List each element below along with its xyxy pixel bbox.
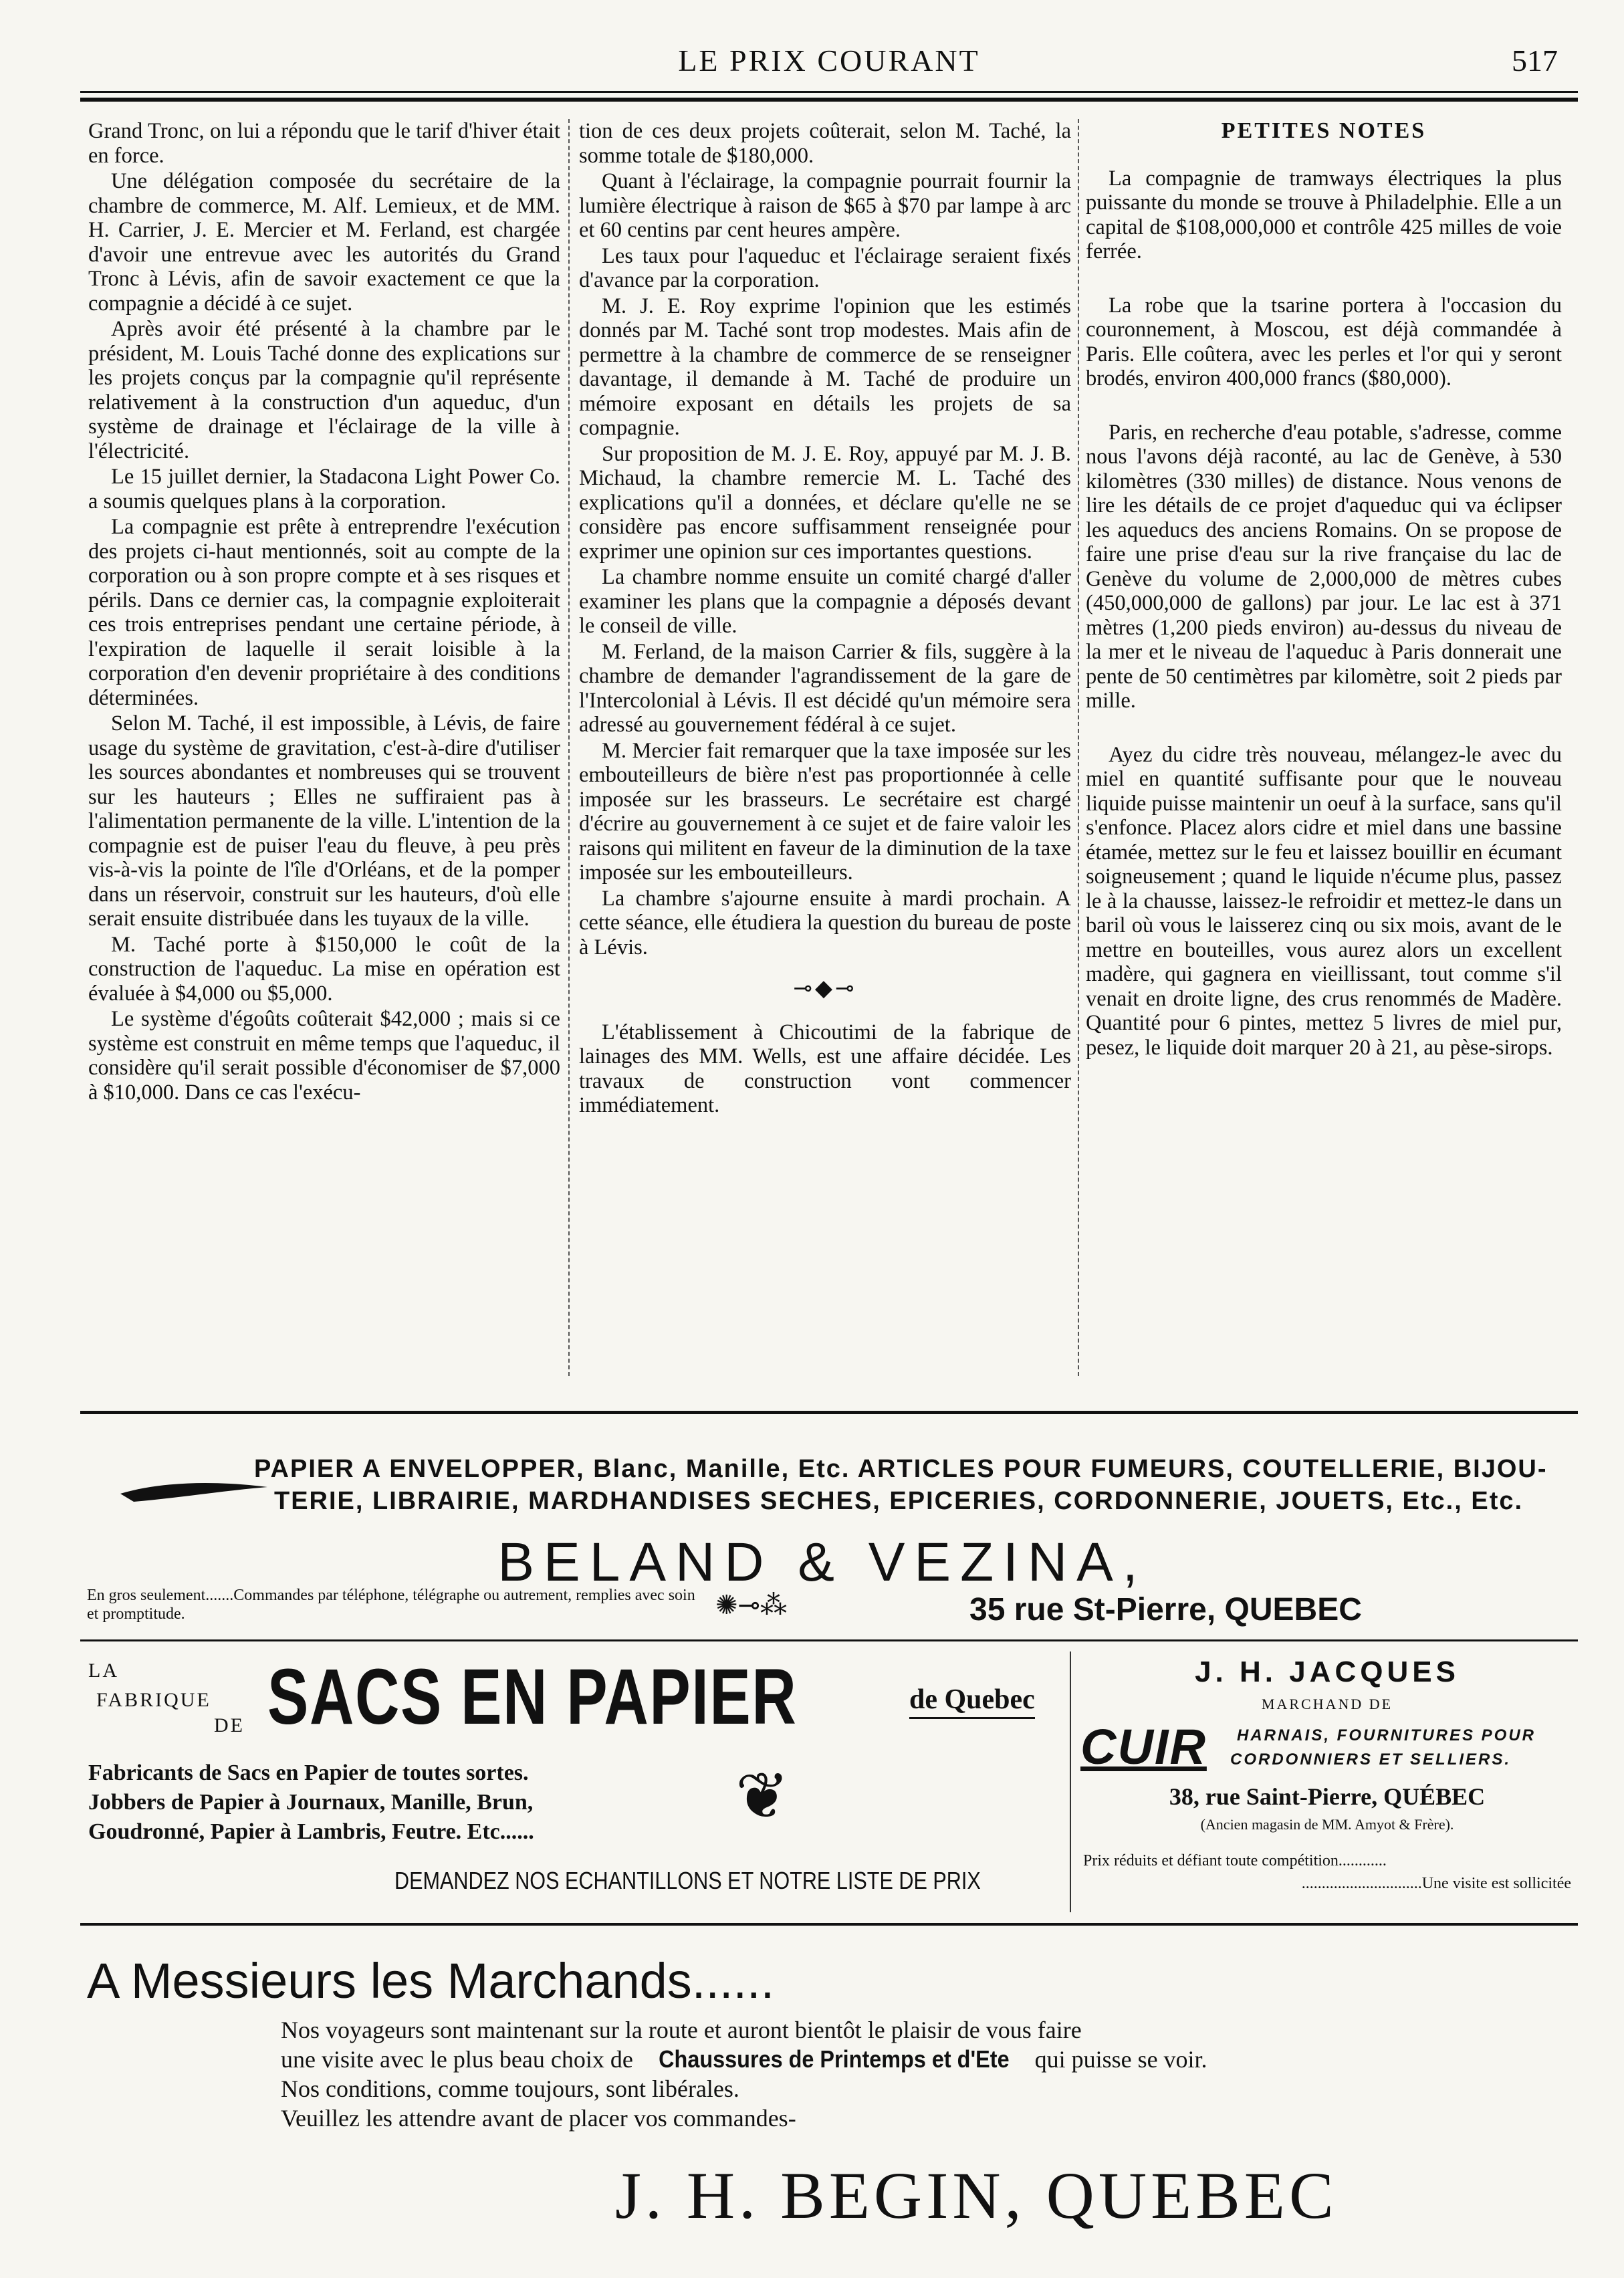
column-divider bbox=[568, 119, 570, 1376]
article-paragraph: Sur proposition de M. J. E. Roy, appuyé par M. J. B. Michaud, la chambre remercie M. L. Taché des explications qu'il a données, et déclare qu'elle ne se considère pas encore suffisamment renseignée pour exprimer une opinion sur ces importantes questions. bbox=[579, 441, 1071, 564]
ad-signature: J. H. BEGIN, QUEBEC bbox=[615, 2158, 1338, 2233]
ad-body-line: Nos conditions, comme toujours, sont libérales. bbox=[281, 2075, 739, 2102]
ad-body-text: une visite avec le plus beau choix de bbox=[281, 2046, 639, 2073]
note-paragraph: Paris, en recherche d'eau potable, s'adresse, comme nous l'avons déjà raconté, au lac de Genève, à 530 kilomètres (330 milles) de distance. Nous venons de lire les détails de ce projet d'aqueduc qui va éclipser les aqueducs des anciens Romains. On se propose de faire une prise d'eau sur la rive française du lac de Genève du volume de 2,000,000 de mètres cubes (450,000,000 de gallons) par jour. Le lac est à 371 mètres (1,200 pieds environ) au-dessus du niveau de la mer et le niveau de l'aqueduc à Paris donnerait une pente de 50 centimètres par kilomètre, soit 2 pieds par mille. bbox=[1086, 420, 1562, 713]
ad-product-highlight: Chaussures de Printemps et d'Ete bbox=[658, 2045, 1010, 2073]
ad-address: 35 rue St-Pierre, QUEBEC bbox=[969, 1592, 1362, 1627]
ad-fabrique: FABRIQUE bbox=[96, 1689, 211, 1711]
ad-brand-name: BELAND & VEZINA, bbox=[497, 1532, 1147, 1593]
ad-body-line bbox=[281, 2045, 1417, 2074]
note-paragraph: La robe que la tsarine portera à l'occasion du couronnement, à Moscou, est déjà commandée à Paris. Elle coûtera, avec les perles et l'or qui y seront brodés, environ 400,000 francs ($80,000). bbox=[1086, 293, 1562, 390]
ads-separator-rule bbox=[80, 1411, 1578, 1414]
ad-products-line-2: TERIE, LIBRAIRIE, MARDHANDISES SECHES, EPICERIES, CORDONNERIE, JOUETS, Etc., Etc. bbox=[274, 1487, 1524, 1515]
ad-cordonniers: CORDONNIERS ET SELLIERS. bbox=[1230, 1750, 1512, 1769]
swoosh-ornament-icon bbox=[120, 1478, 267, 1504]
ad-body-line: Nos voyageurs sont maintenant sur la route et auront bientôt le plaisir de vous faire bbox=[281, 2017, 1082, 2043]
article-paragraph: Après avoir été présenté à la chambre par le président, M. Louis Taché donne des explications sur les projets conçus par la compagnie qu'il représente relativement à la construction d'un aqueduc, d'un système de drainage et l'éclairage de la ville à l'électricité. bbox=[88, 317, 560, 463]
header-rule-bottom bbox=[80, 98, 1578, 102]
article-paragraph: Selon M. Taché, il est impossible, à Lévis, de faire usage du système de gravitation, c'est-à-dire d'utiliser les sources abondantes et nombreuses qui se trouvent sur les hauteurs ; Elles ne suffiraient pas à l'alimentation permanente de la ville. L'intention de la compagnie est de puiser l'eau du fleuve, à peu près vis-à-vis la pointe de l'île d'Orléans, et de la pomper dans un réservoir, construit sur les hauteurs, d'où elle serait ensuite distribuée dans les tuyaux de la ville. bbox=[88, 711, 560, 931]
article-paragraph: La compagnie est prête à entreprendre l'exécution des projets ci-haut mentionnés, soit au compte de la corporation ou à son propre compte et à ses risques et périls. Dans ce dernier cas, la compagnie exploiterait ces trois entreprises pendant une certaine période, à l'expiration de laquelle il serait loisible à la corporation d'en devenir propriétaire à des conditions déterminées. bbox=[88, 515, 560, 710]
article-paragraph: Le système d'égoûts coûterait $42,000 ; mais si ce système est construit en même temps que l'aqueduc, il considère qu'il serait possible d'économiser de $7,000 à $10,000. Dans ce cas l'exécu- bbox=[88, 1007, 560, 1105]
article-paragraph: Les taux pour l'aqueduc et l'éclairage seraient fixés d'avance par la corporation. bbox=[579, 243, 1071, 292]
note-paragraph: Ayez du cidre très nouveau, mélangez-le avec du miel en quantité suffisante pour que le nouveau liquide puisse maintenir un oeuf à la surface, sans qu'il s'enfonce. Placez alors cidre et miel dans une bassine étamée, mettez sur le feu et laissez bouillir en écumant soigneusement ; quand le liquide n'écume plus, passez le à la chausse, laissez-le refroidir et mettez-le dans un baril où vous le laisserez cinq ou six mois, avant de le mettre en bouteilles, vous aurez alors un excellent madère, qui gagnera en vieillissant, tout comme s'il venait en droite ligne, des crus renommés de Madère. Quantité pour 6 pintes, mettez 5 livres de miel pur, pesez, le liquide doit marquer 20 à 21, au pèse-sirops. bbox=[1086, 742, 1562, 1060]
article-paragraph: tion de ces deux projets coûterait, selon M. Taché, la somme totale de $180,000. bbox=[579, 119, 1071, 168]
ad-wholesale-note: En gros seulement.......Commandes par téléphone, télégraphe ou autrement, remplies avec soin et promptitude. bbox=[87, 1587, 695, 1623]
article-paragraph: Le 15 juillet dernier, la Stadacona Light Power Co. a soumis quelques plans à la corporation. bbox=[88, 465, 560, 514]
flourish-ornament-icon: ✺⊸⁂ bbox=[715, 1590, 788, 1621]
page-header bbox=[87, 39, 1571, 86]
ads-separator-rule-2 bbox=[80, 1639, 1578, 1641]
newspaper-title: LE PRIX COURANT bbox=[678, 43, 980, 78]
ads-separator-rule-3 bbox=[80, 1923, 1578, 1926]
ad-call-to-action: DEMANDEZ NOS ECHANTILLONS ET NOTRE LISTE DE PRIX bbox=[394, 1867, 981, 1894]
article-paragraph: M. Mercier fait remarquer que la taxe imposée sur les embouteilleurs de bière n'est pas proportionnée à celle imposée sur les brasseurs. Le secrétaire est chargé d'écrire au gouvernement à ce sujet et de faire valoir les raisons qui militent en faveur de la diminution de la taxe imposée sur les embouteilleurs. bbox=[579, 738, 1071, 885]
ad-description bbox=[88, 1758, 534, 1847]
ad-former-shop: (Ancien magasin de MM. Amyot & Frère). bbox=[1200, 1816, 1454, 1833]
article-paragraph: La chambre nomme ensuite un comité chargé d'aller examiner les plans que la compagnie a déposés devant le conseil de ville. bbox=[579, 565, 1071, 638]
article-paragraph: M. Ferland, de la maison Carrier & fils, suggère à la chambre de demander l'agrandissement de la gare de l'Intercolonial à Lévis. Il est décidé qu'un mémoire sera adressé au gouvernement fédéral à ce sujet. bbox=[579, 639, 1071, 737]
jacques-ad bbox=[1076, 1651, 1578, 1919]
ad-body-line: Veuillez les attendre avant de placer vos commandes- bbox=[281, 2105, 796, 2132]
article-paragraph: Quant à l'éclairage, la compagnie pourrait fournir la lumière électrique à raison de $65 à $70 par lampe à arc et 60 centins par cent heures ampère. bbox=[579, 169, 1071, 242]
article-paragraph: L'établissement à Chicoutimi de la fabrique de lainages des MM. Wells, est une affaire décidée. Les travaux de construction vont commencer immédiatement. bbox=[579, 1020, 1071, 1117]
section-ornament: ⊸◆⊸ bbox=[793, 976, 857, 1001]
petites-notes-column bbox=[1086, 119, 1562, 1089]
ad-cuir: CUIR bbox=[1080, 1719, 1207, 1775]
ad-body-text: qui puisse se voir. bbox=[1028, 2046, 1207, 2073]
column-divider bbox=[1078, 119, 1079, 1376]
sacs-en-papier-ad bbox=[80, 1651, 1070, 1919]
ad-body bbox=[281, 2015, 1417, 2133]
ad-description-line: Fabricants de Sacs en Papier de toutes sortes. bbox=[88, 1760, 529, 1785]
ad-de: DE bbox=[214, 1714, 245, 1736]
ad-divider bbox=[1070, 1651, 1071, 1912]
begin-ad bbox=[80, 1939, 1578, 2260]
ad-products-line-1: PAPIER A ENVELOPPER, Blanc, Manille, Etc. ARTICLES POUR FUMEURS, COUTELLERIE, BIJOU- bbox=[254, 1455, 1548, 1483]
ad-street-address: 38, rue Saint-Pierre, QUÉBEC bbox=[1169, 1783, 1486, 1810]
article-column-1 bbox=[88, 119, 560, 1106]
beland-vezina-ad bbox=[80, 1431, 1578, 1631]
ad-description-line: Jobbers de Papier à Journaux, Manille, Brun, bbox=[88, 1790, 534, 1815]
ad-prices-note: Prix réduits et défiant toute compétition............ bbox=[1083, 1852, 1387, 1869]
section-heading: PETITES NOTES bbox=[1221, 118, 1427, 143]
article-paragraph: Une délégation composée du secrétaire de la chambre de commerce, M. Alf. Lemieux, et de MM. H. Carrier, J. E. Mercier et M. Ferland, est chargée d'avoir une entrevue avec les autorités du Grand Tronc à Lévis, afin de savoir exactement ce que la compagnie a décidé à ce sujet. bbox=[88, 169, 560, 316]
ad-heading: A Messieurs les Marchands...... bbox=[87, 1953, 775, 2009]
ad-description-line: Goudronné, Papier à Lambris, Feutre. Etc...... bbox=[88, 1819, 534, 1844]
ad-harnais: HARNAIS, FOURNITURES POUR bbox=[1237, 1726, 1536, 1744]
ad-de-quebec: de Quebec bbox=[909, 1684, 1035, 1719]
ad-la: LA bbox=[88, 1660, 119, 1682]
article-paragraph: M. J. E. Roy exprime l'opinion que les estimés donnés par M. Taché sont trop modestes. Mais afin de permettre à la chambre de commerce de se renseigner davantage, il demande à M. Taché de produire un mémoire exposant en détails les projets de sa compagnie. bbox=[579, 294, 1071, 440]
header-rule-top bbox=[80, 91, 1578, 93]
scroll-ornament-icon: ❦ bbox=[735, 1758, 790, 1833]
page-number: 517 bbox=[1512, 43, 1558, 78]
article-paragraph: M. Taché porte à $150,000 le coût de la construction de l'aqueduc. La mise en opération est évaluée à $4,000 ou $5,000. bbox=[88, 932, 560, 1006]
ad-headline: SACS EN PAPIER bbox=[267, 1653, 798, 1741]
ad-merchant-trade: MARCHAND DE bbox=[1261, 1696, 1393, 1712]
article-column-2 bbox=[579, 119, 1071, 1119]
ad-visit-note: ..............................Une visite est sollicitée bbox=[1301, 1875, 1571, 1892]
ad-merchant-name: J. H. JACQUES bbox=[1195, 1656, 1460, 1688]
note-paragraph: La compagnie de tramways électriques la plus puissante du monde se trouve à Philadelphie. Elle a un capital de $108,000,000 et contrôle 425 milles de voie ferrée. bbox=[1086, 166, 1562, 263]
article-paragraph: La chambre s'ajourne ensuite à mardi prochain. A cette séance, elle étudiera la question du bureau de poste à Lévis. bbox=[579, 886, 1071, 959]
article-paragraph: Grand Tronc, on lui a répondu que le tarif d'hiver était en force. bbox=[88, 119, 560, 168]
